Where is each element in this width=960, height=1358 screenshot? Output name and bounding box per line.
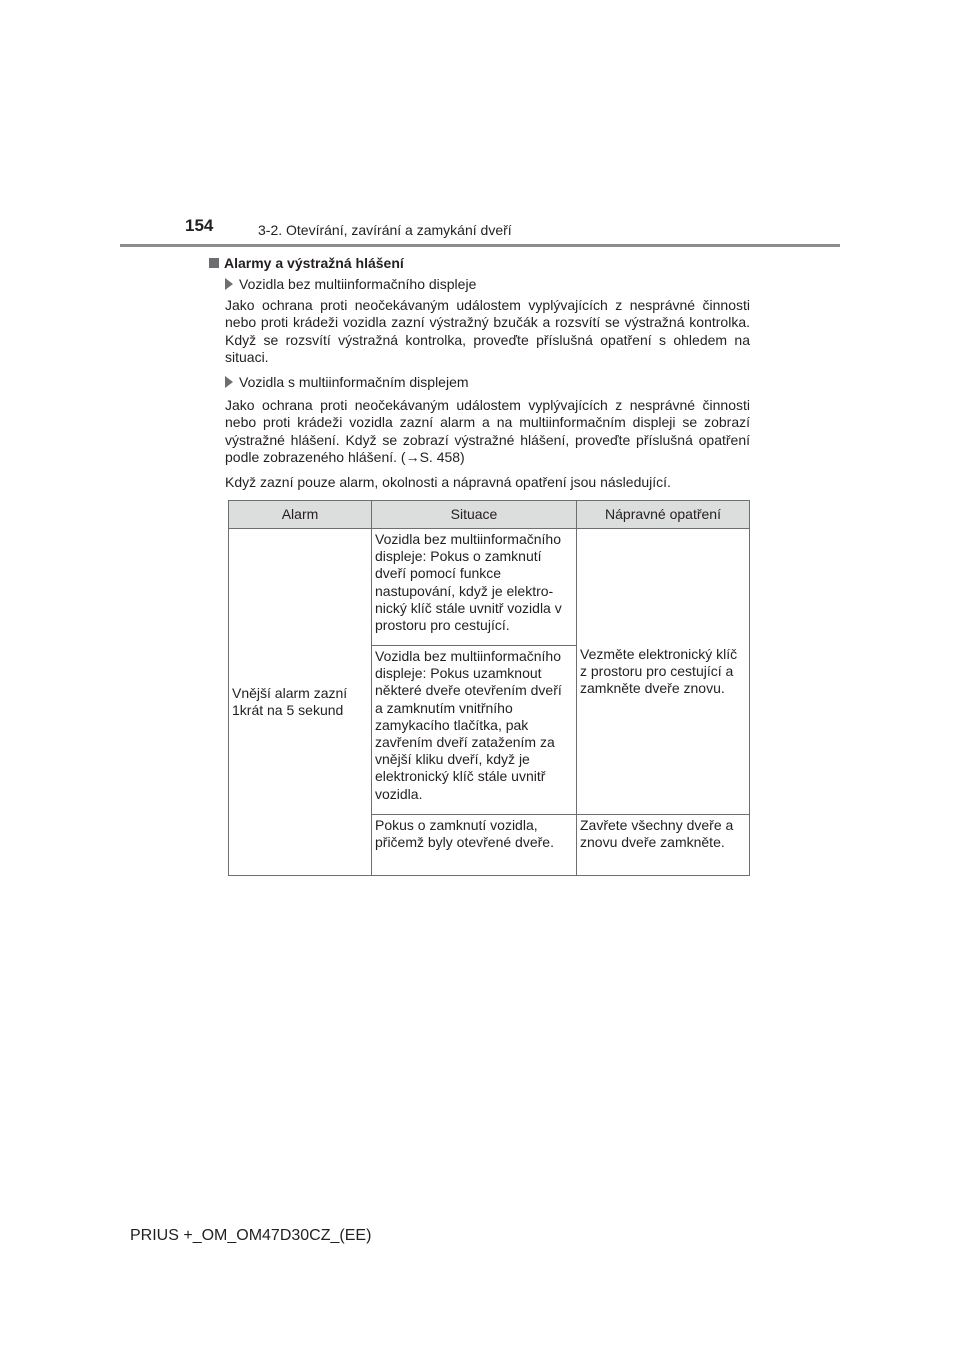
footer-doc-id: PRIUS +_OM_OM47D30CZ_(EE) xyxy=(130,1227,372,1244)
table-header-row xyxy=(229,501,750,529)
sub-heading-no-display xyxy=(225,276,476,292)
sub-heading-text: Vozidla bez multiinformačního displeje xyxy=(239,276,477,292)
paragraph-with-display: Jako ochrana proti neočekávaným událostem vyplývajících z nesprávné činnosti nebo proti krádeži vozidla zazní alarm a na multiinformačním displeji se zobrazí výstražné hlášení. Když se zobrazí výstražné hlášení, proveďte příslušná opatření podle zobrazeného hlášení. (→S. 458) xyxy=(225,397,750,466)
situation-cell: Pokus o zamknutí vozidla, přičemž byly otevřené dveře. xyxy=(372,815,577,876)
paragraph-no-display: Jako ochrana proti neočekávaným událostem vyplývajících z nesprávné činnosti nebo proti krádeži vozidla zazní výstražný bzučák a rozsvítí se výstražná kontrolka. Když se rozsvítí výstražná kontrolka, proveďte příslušná opatření s ohledem na situaci. xyxy=(225,297,750,366)
chapter-title: 3-2. Otevírání, zavírání a zamykání dveří xyxy=(258,222,512,238)
alarm-cell: Vnější alarm zazní 1krát na 5 sekund xyxy=(229,529,372,876)
sub-heading-with-display xyxy=(225,374,469,390)
action-cell: Zavřete všechny dveře a znovu dveře zamkněte. xyxy=(577,815,750,876)
sub-heading-text: Vozidla s multiinformačním displejem xyxy=(239,374,469,390)
situation-cell: Vozidla bez multiinformačního displeje: Pokus uzamknout některé dveře otevřením dveří a zamknutím vnitřního zamykacího tlačítka, pak zavřením dveří zatažením za vnější kliku dveří, když je elektronický klíč stále uvnitř vozidla. xyxy=(372,646,577,815)
header-rule xyxy=(120,244,840,247)
triangle-bullet-icon xyxy=(225,278,233,290)
situation-cell: Vozidla bez multiinformačního displeje: Pokus o zamknutí dveří pomocí funkce nastupování, když je elektronický klíč stále uvnitř vozidla v prostoru pro cestující. xyxy=(372,529,577,646)
square-bullet-icon xyxy=(209,258,219,268)
paragraph-alarm-only: Když zazní pouze alarm, okolnosti a nápravná opatření jsou následující. xyxy=(225,474,671,490)
page-number: 154 xyxy=(185,216,214,235)
action-cell: Vezměte elektronický klíč z prostoru pro cestující a zamkněte dveře znovu. xyxy=(577,529,750,815)
triangle-bullet-icon xyxy=(225,376,233,388)
alarm-table xyxy=(228,500,750,876)
table-header-action: Nápravné opatření xyxy=(577,501,750,529)
section-heading-text: Alarmy a výstražná hlášení xyxy=(224,255,404,271)
section-heading xyxy=(209,255,404,271)
table-header-situation: Situace xyxy=(372,501,577,529)
table-row xyxy=(229,529,750,646)
table-header-alarm: Alarm xyxy=(229,501,372,529)
